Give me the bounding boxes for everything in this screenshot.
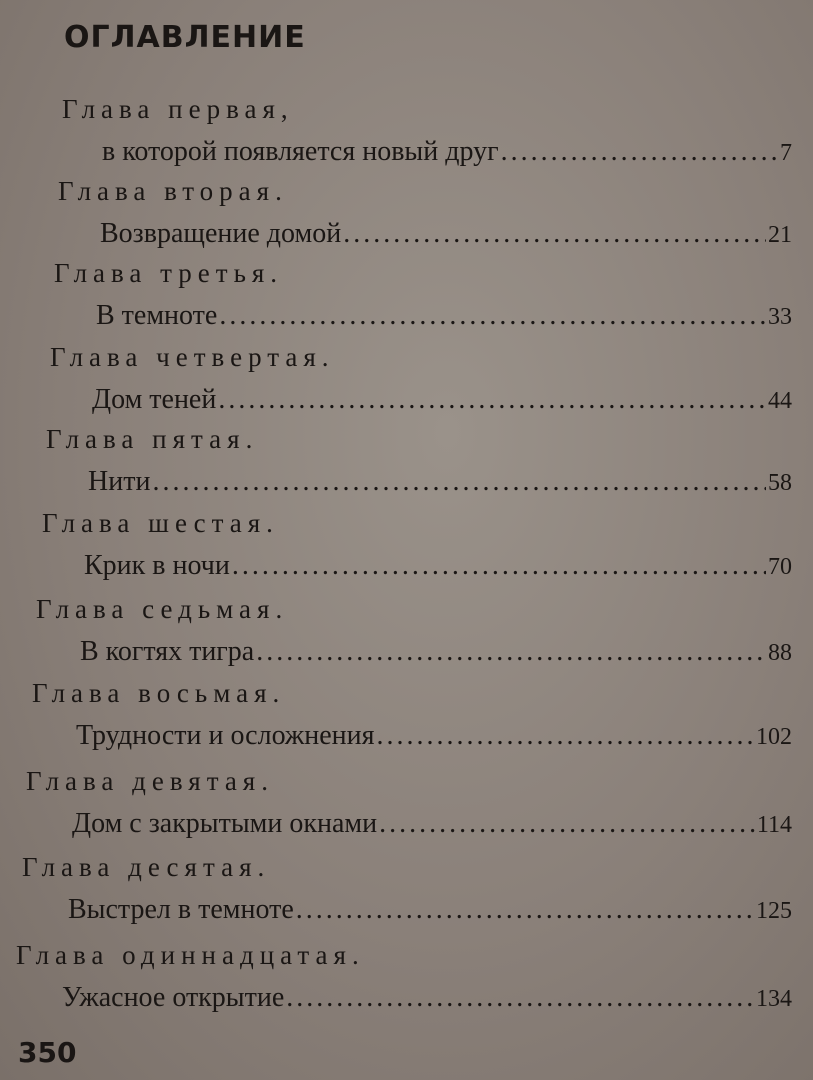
toc-line (96, 300, 792, 332)
toc-entry (0, 176, 813, 262)
toc-entry (0, 508, 813, 594)
dot-leader (286, 982, 754, 1014)
dot-leader (219, 300, 766, 332)
chapter-heading: Глава одиннадцатая. (16, 940, 365, 970)
chapter-subtitle: Дом теней (92, 384, 217, 415)
chapter-subtitle: Нити (88, 466, 151, 497)
dot-leader (256, 636, 766, 668)
toc-line (62, 982, 792, 1014)
toc-entry (0, 94, 813, 180)
chapter-heading: Глава вторая. (58, 176, 288, 206)
dot-leader (232, 550, 766, 582)
chapter-subtitle: В когтях тигра (80, 636, 255, 667)
chapter-subtitle: Трудности и осложнения (76, 720, 375, 751)
dot-leader (501, 136, 778, 168)
toc-line (80, 636, 792, 668)
chapter-page-number: 21 (768, 222, 792, 248)
chapter-heading: Глава седьмая. (36, 594, 289, 624)
chapter-heading: Глава десятая. (22, 852, 271, 882)
toc-entry (0, 940, 813, 1026)
toc-entry (0, 258, 813, 344)
chapter-page-number: 114 (756, 812, 792, 838)
toc-entry (0, 678, 813, 764)
toc-line (102, 136, 792, 168)
toc-entry (0, 766, 813, 852)
chapter-heading: Глава первая, (62, 94, 294, 124)
toc-entry (0, 852, 813, 938)
dot-leader (152, 466, 766, 498)
dot-leader (343, 218, 766, 250)
chapter-subtitle: Ужасное открытие (62, 982, 285, 1013)
page-title: ОГЛАВЛЕНИЕ (64, 20, 306, 55)
chapter-subtitle: в которой появляется новый друг (102, 136, 499, 167)
dot-leader (376, 720, 754, 752)
chapter-page-number: 33 (768, 304, 792, 330)
chapter-page-number: 88 (768, 640, 792, 666)
dot-leader (379, 808, 755, 840)
chapter-heading: Глава шестая. (42, 508, 279, 538)
dot-leader (296, 894, 754, 926)
toc-line (68, 894, 792, 926)
page-number: 350 (18, 1036, 77, 1069)
chapter-page-number: 70 (768, 554, 792, 580)
toc-entry (0, 342, 813, 428)
chapter-page-number: 134 (756, 986, 792, 1012)
chapter-subtitle: Возвращение домой (100, 218, 342, 249)
chapter-heading: Глава пятая. (46, 424, 259, 454)
toc-line (76, 720, 792, 752)
chapter-heading: Глава девятая. (26, 766, 274, 796)
chapter-page-number: 58 (768, 470, 792, 496)
chapter-page-number: 44 (768, 388, 792, 414)
chapter-heading: Глава восьмая. (32, 678, 286, 708)
toc-line (100, 218, 792, 250)
chapter-subtitle: Дом с закрытыми окнами (72, 808, 378, 839)
toc-entry (0, 424, 813, 510)
chapter-page-number: 7 (780, 140, 792, 166)
chapter-heading: Глава четвертая. (50, 342, 335, 372)
toc-entry (0, 594, 813, 680)
chapter-heading: Глава третья. (54, 258, 284, 288)
toc-line (92, 384, 792, 416)
chapter-page-number: 102 (756, 724, 792, 750)
chapter-page-number: 125 (756, 898, 792, 924)
chapter-subtitle: Выстрел в темноте (68, 894, 294, 925)
toc-line (84, 550, 792, 582)
dot-leader (218, 384, 766, 416)
toc-line (88, 466, 792, 498)
chapter-subtitle: Крик в ночи (84, 550, 230, 581)
toc-line (72, 808, 792, 840)
chapter-subtitle: В темноте (96, 300, 218, 331)
